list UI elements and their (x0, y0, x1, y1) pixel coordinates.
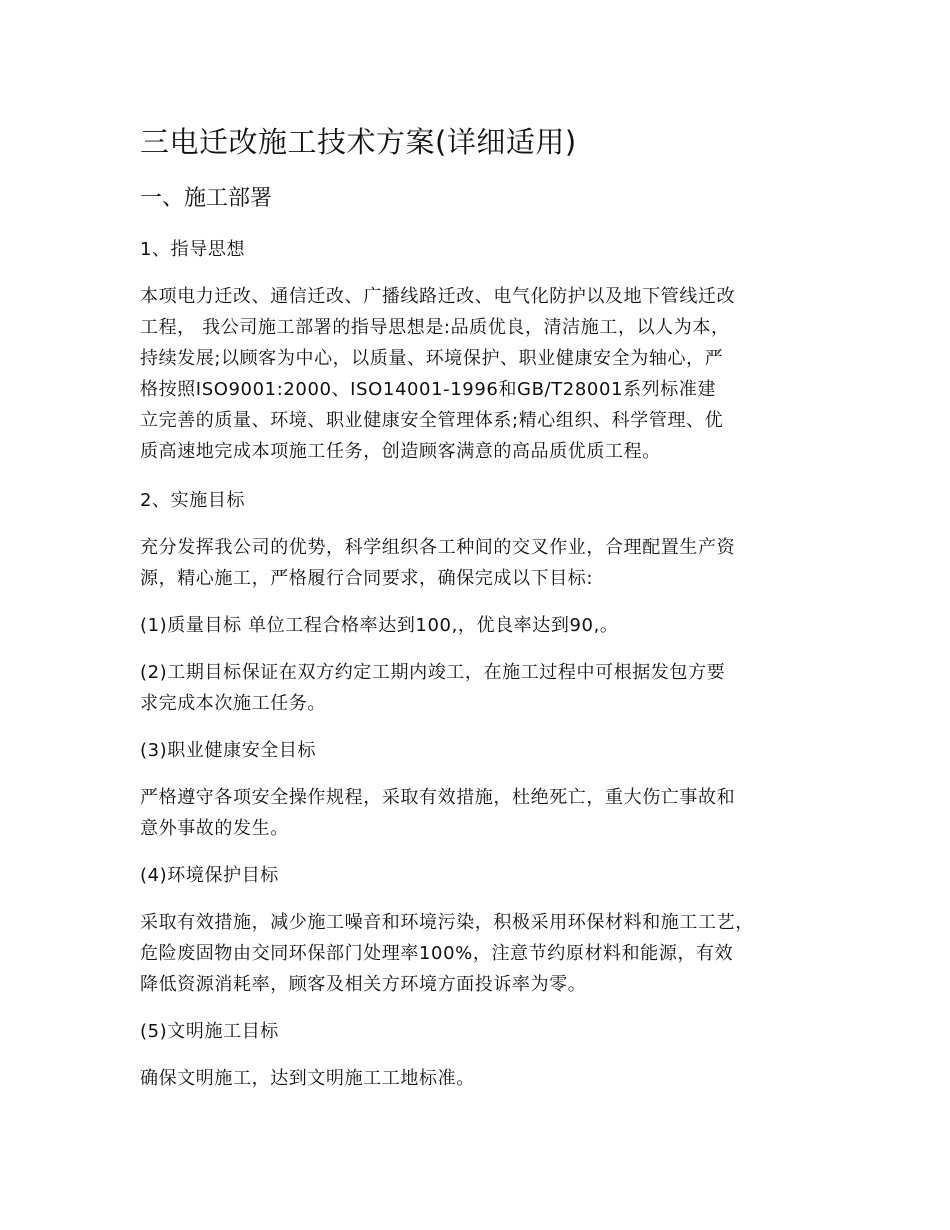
section-heading-deployment: 一、施工部署 (140, 186, 273, 211)
goal-safety-heading: (3)职业健康安全目标 (140, 740, 317, 761)
paragraph-guiding-idea: 本项电力迁改、通信迁改、广播线路迁改、电气化防护以及地下管线迁改 工程， 我公司施工部署的指导思想是:品质优良，清洁施工，以人为本， 持续发展;以顾客为中心，以质量、环境保护、职业健康安全为轴心，严 格按照ISO9001:2000、ISO14001-1996和GB/T28001系列标准建 立完善的质量、环境、职业健康安全管理体系;精心组织、科学管理、优 质高速地完成本项施工任务，创造顾客满意的高品质优质工程。 (140, 286, 736, 462)
subsection-heading-goals: 2、实施目标 (140, 490, 246, 511)
goal-civilized-body: 确保文明施工，达到文明施工工地标准。 (140, 1068, 475, 1089)
document-page (140, 118, 830, 1094)
document-title: 三电迁改施工技术方案(详细适用) (140, 125, 577, 159)
paragraph-goals-intro: 充分发挥我公司的优势，科学组织各工种间的交叉作业，合理配置生产资 源，精心施工，严格履行合同要求，确保完成以下目标: (140, 537, 736, 589)
goal-quality: (1)质量目标 单位工程合格率达到100,，优良率达到90,。 (140, 615, 619, 636)
goal-environment-heading: (4)环境保护目标 (140, 865, 279, 886)
goal-civilized-heading: (5)文明施工目标 (140, 1021, 279, 1042)
goal-safety-body: 严格遵守各项安全操作规程，采取有效措施，杜绝死亡，重大伤亡事故和 意外事故的发生。 (140, 787, 736, 839)
goal-environment-body: 采取有效措施，减少施工噪音和环境污染，积极采用环保材料和施工工艺， 危险废固物由交同环保部门处理率100%，注意节约原材料和能源，有效 降低资源消耗率，顾客及相关方环境方面投诉率为零。 (140, 912, 754, 995)
goal-schedule: (2)工期目标保证在双方约定工期内竣工，在施工过程中可根据发包方要 求完成本次施工任务。 (140, 662, 726, 714)
subsection-heading-guiding-idea: 1、指导思想 (140, 239, 246, 260)
